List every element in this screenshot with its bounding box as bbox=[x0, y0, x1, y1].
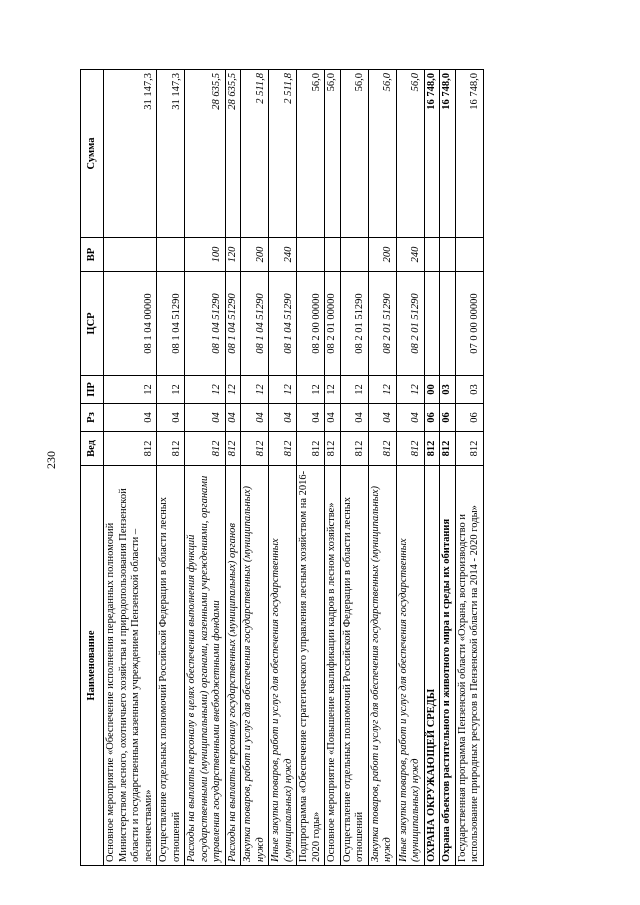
cell-sum: 56,0 bbox=[297, 70, 325, 238]
cell-ved: 812 bbox=[340, 432, 368, 466]
cell-name: Основное мероприятие «Обеспечение исполнения переданных полномочий Министерством лесного, охотничьего хозяйства и природопользования Пензенской области и государственным казенным учреждением Пензенской области – лесничествами» bbox=[104, 466, 157, 866]
cell-csr: 08 2 01 00000 bbox=[325, 272, 341, 376]
cell-ved: 812 bbox=[368, 432, 396, 466]
cell-vr: 240 bbox=[396, 238, 424, 272]
cell-name: ОХРАНА ОКРУЖАЮЩЕЙ СРЕДЫ bbox=[424, 466, 440, 866]
cell-rz: 06 bbox=[455, 404, 483, 432]
cell-vr: 100 bbox=[185, 238, 226, 272]
cell-sum: 31 147,3 bbox=[104, 70, 157, 238]
cell-pr: 12 bbox=[297, 376, 325, 404]
cell-pr: 12 bbox=[269, 376, 297, 404]
cell-pr: 12 bbox=[241, 376, 269, 404]
cell-name: Охрана объектов растительного и животного мира и среды их обитания bbox=[440, 466, 456, 866]
header-pr: ПР bbox=[81, 376, 104, 404]
cell-pr: 12 bbox=[340, 376, 368, 404]
cell-rz: 04 bbox=[368, 404, 396, 432]
header-sum: Сумма bbox=[81, 70, 104, 238]
cell-csr: 08 2 01 51290 bbox=[368, 272, 396, 376]
cell-sum: 56,0 bbox=[325, 70, 341, 238]
table-row bbox=[225, 70, 241, 866]
cell-sum: 56,0 bbox=[368, 70, 396, 238]
cell-csr: 08 2 01 51290 bbox=[396, 272, 424, 376]
cell-name: Расходы на выплаты персоналу государственных (муниципальных) органов bbox=[225, 466, 241, 866]
cell-pr: 03 bbox=[455, 376, 483, 404]
cell-name: Осуществление отдельных полномочий Российской Федерации в области лесных отношений bbox=[340, 466, 368, 866]
table-row bbox=[368, 70, 396, 866]
cell-vr: 120 bbox=[225, 238, 241, 272]
cell-name: Расходы на выплаты персоналу в целях обеспечения выполнения функций государственными (муниципальными) органами, казенными учреждениями, органами управления государственными внебюджетными фондами bbox=[185, 466, 226, 866]
table-row bbox=[297, 70, 325, 866]
cell-name: Закупка товаров, работ и услуг для обеспечения государственных (муниципальных) нужд bbox=[368, 466, 396, 866]
cell-sum: 2 511,8 bbox=[269, 70, 297, 238]
cell-name: Иные закупки товаров, работ и услуг для обеспечения государственных (муниципальных) нужд bbox=[269, 466, 297, 866]
cell-csr: 08 2 01 51290 bbox=[340, 272, 368, 376]
cell-vr bbox=[297, 238, 325, 272]
cell-ved: 812 bbox=[241, 432, 269, 466]
cell-rz: 04 bbox=[225, 404, 241, 432]
cell-csr: 08 1 04 51290 bbox=[241, 272, 269, 376]
cell-vr: 200 bbox=[241, 238, 269, 272]
cell-csr: 08 2 00 00000 bbox=[297, 272, 325, 376]
cell-name: Закупка товаров, работ и услуг для обеспечения государственных (муниципальных) нужд bbox=[241, 466, 269, 866]
cell-pr: 12 bbox=[185, 376, 226, 404]
cell-ved: 812 bbox=[269, 432, 297, 466]
budget-table bbox=[80, 69, 484, 866]
cell-sum: 2 511,8 bbox=[241, 70, 269, 238]
cell-rz: 06 bbox=[424, 404, 440, 432]
cell-ved: 812 bbox=[455, 432, 483, 466]
header-csr: ЦСР bbox=[81, 272, 104, 376]
header-vr: ВР bbox=[81, 238, 104, 272]
cell-ved: 812 bbox=[325, 432, 341, 466]
cell-vr bbox=[440, 238, 456, 272]
page-number: 230 bbox=[44, 451, 58, 469]
cell-ved: 812 bbox=[396, 432, 424, 466]
cell-pr: 12 bbox=[368, 376, 396, 404]
table-row bbox=[440, 70, 456, 866]
cell-sum: 56,0 bbox=[340, 70, 368, 238]
table-row bbox=[340, 70, 368, 866]
cell-pr: 12 bbox=[396, 376, 424, 404]
cell-vr bbox=[157, 238, 185, 272]
cell-pr: 00 bbox=[424, 376, 440, 404]
table-row bbox=[185, 70, 226, 866]
cell-pr: 12 bbox=[325, 376, 341, 404]
budget-table-container bbox=[80, 70, 540, 866]
table-row bbox=[455, 70, 483, 866]
cell-csr: 08 1 04 51290 bbox=[157, 272, 185, 376]
cell-pr: 12 bbox=[104, 376, 157, 404]
cell-name: Государственная программа Пензенской области «Охрана, воспроизводство и использование природных ресурсов в Пензенской области на 2014 - 2020 годы» bbox=[455, 466, 483, 866]
header-name: Наименование bbox=[81, 466, 104, 866]
cell-csr: 08 1 04 51290 bbox=[269, 272, 297, 376]
cell-vr: 200 bbox=[368, 238, 396, 272]
cell-rz: 06 bbox=[440, 404, 456, 432]
cell-ved: 812 bbox=[157, 432, 185, 466]
cell-sum: 28 635,5 bbox=[225, 70, 241, 238]
table-body bbox=[104, 70, 484, 866]
cell-name: Подпрограмма «Обеспечение стратегического управления лесным хозяйством на 2016-2020 годы» bbox=[297, 466, 325, 866]
cell-rz: 04 bbox=[340, 404, 368, 432]
cell-rz: 04 bbox=[104, 404, 157, 432]
cell-csr: 07 0 00 00000 bbox=[455, 272, 483, 376]
cell-pr: 03 bbox=[440, 376, 456, 404]
cell-sum: 16 748,0 bbox=[440, 70, 456, 238]
cell-name: Осуществление отдельных полномочий Российской Федерации в области лесных отношений bbox=[157, 466, 185, 866]
table-row bbox=[325, 70, 341, 866]
cell-vr: 240 bbox=[269, 238, 297, 272]
cell-vr bbox=[455, 238, 483, 272]
table-row bbox=[241, 70, 269, 866]
cell-ved: 812 bbox=[297, 432, 325, 466]
cell-rz: 04 bbox=[297, 404, 325, 432]
cell-rz: 04 bbox=[396, 404, 424, 432]
cell-sum: 31 147,3 bbox=[157, 70, 185, 238]
cell-ved: 812 bbox=[104, 432, 157, 466]
table-row bbox=[269, 70, 297, 866]
cell-sum: 16 748,0 bbox=[424, 70, 440, 238]
cell-ved: 812 bbox=[225, 432, 241, 466]
cell-rz: 04 bbox=[185, 404, 226, 432]
table-header-row bbox=[81, 70, 104, 866]
table-row bbox=[396, 70, 424, 866]
cell-vr bbox=[340, 238, 368, 272]
cell-rz: 04 bbox=[157, 404, 185, 432]
cell-ved: 812 bbox=[424, 432, 440, 466]
table-row bbox=[424, 70, 440, 866]
cell-csr: 08 1 04 51290 bbox=[185, 272, 226, 376]
cell-ved: 812 bbox=[185, 432, 226, 466]
cell-csr: 08 1 04 51290 bbox=[225, 272, 241, 376]
header-ved: Вед bbox=[81, 432, 104, 466]
header-rz: Рз bbox=[81, 404, 104, 432]
cell-vr bbox=[104, 238, 157, 272]
cell-vr bbox=[325, 238, 341, 272]
cell-pr: 12 bbox=[225, 376, 241, 404]
table-row bbox=[157, 70, 185, 866]
cell-sum: 28 635,5 bbox=[185, 70, 226, 238]
cell-vr bbox=[424, 238, 440, 272]
cell-csr bbox=[440, 272, 456, 376]
cell-ved: 812 bbox=[440, 432, 456, 466]
cell-csr bbox=[424, 272, 440, 376]
cell-rz: 04 bbox=[269, 404, 297, 432]
cell-sum: 56,0 bbox=[396, 70, 424, 238]
table-row bbox=[104, 70, 157, 866]
cell-csr: 08 1 04 00000 bbox=[104, 272, 157, 376]
cell-rz: 04 bbox=[325, 404, 341, 432]
cell-sum: 16 748,0 bbox=[455, 70, 483, 238]
cell-pr: 12 bbox=[157, 376, 185, 404]
cell-name: Иные закупки товаров, работ и услуг для обеспечения государственных (муниципальных) нужд bbox=[396, 466, 424, 866]
cell-name: Основное мероприятие «Повышение квалификации кадров в лесном хозяйстве» bbox=[325, 466, 341, 866]
cell-rz: 04 bbox=[241, 404, 269, 432]
